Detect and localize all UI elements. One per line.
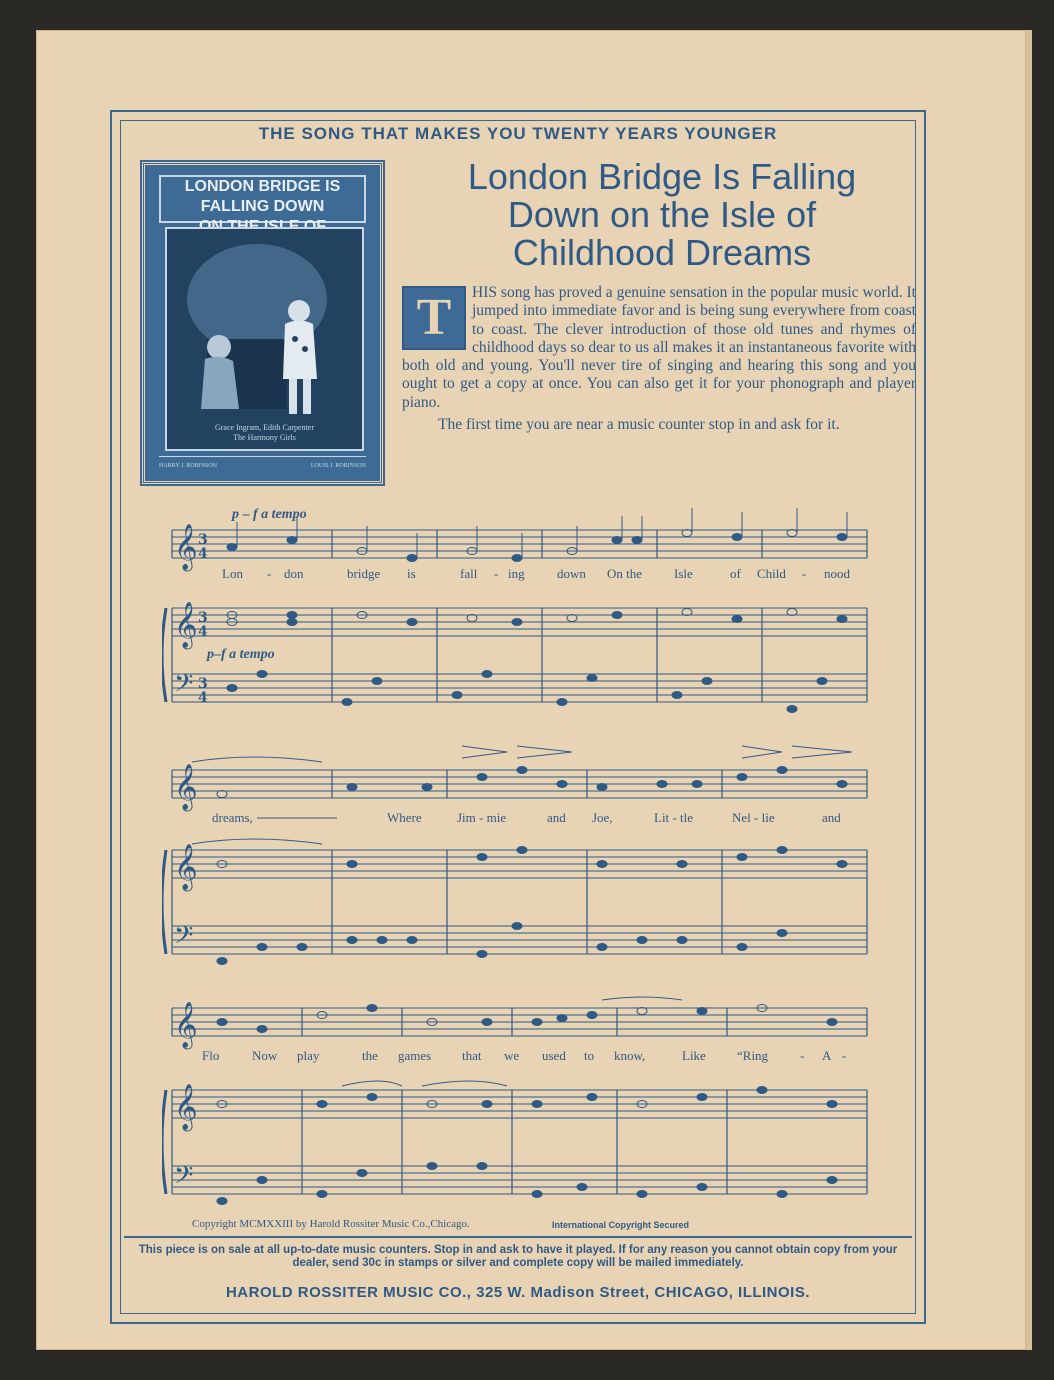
decrescendo	[517, 746, 572, 758]
staff-piano-bass-2	[172, 926, 867, 954]
time-signature: 3	[198, 610, 208, 626]
lyric: On the	[607, 566, 643, 581]
lyric: and	[547, 810, 566, 825]
staff-piano-treble-2	[172, 850, 867, 878]
time-signature: 3	[198, 532, 208, 548]
lyric: -	[802, 566, 807, 581]
staff-piano-bass-1	[172, 674, 867, 702]
lyric: Joe,	[592, 810, 613, 825]
barlines	[172, 530, 867, 1194]
lyric: that	[462, 1048, 482, 1063]
lyric: and	[822, 810, 841, 825]
lyric: Nel - lie	[732, 810, 775, 825]
international-copyright: International Copyright Secured	[552, 1220, 690, 1230]
lyric: Isle	[674, 566, 693, 581]
slur	[422, 1081, 507, 1086]
cover-credits	[159, 456, 366, 475]
lyric: -	[842, 1048, 847, 1063]
publisher-address: HAROLD ROSSITER MUSIC CO., 325 W. Madison Street, CHICAGO, ILLINOIS.	[225, 1284, 811, 1301]
lyric: down	[557, 566, 586, 581]
cover-caption-line2: The Harmony Girls	[233, 433, 296, 442]
slur	[192, 839, 322, 844]
time-signature: 4	[198, 546, 208, 562]
cover-photo	[165, 227, 364, 451]
cover-title-line1: LONDON BRIDGE IS FALLING DOWN	[184, 178, 341, 215]
song-title	[402, 158, 922, 272]
cover-credit-words: LOUIS J. ROBINSON	[310, 463, 366, 469]
lyric: know,	[614, 1048, 646, 1063]
brace-1	[162, 608, 166, 702]
headline: THE SONG THAT MAKES YOU TWENTY YEARS YOUNGER	[258, 124, 778, 143]
lyric: Where	[387, 810, 422, 825]
cover-title	[159, 175, 366, 223]
time-signature: 4	[198, 624, 208, 640]
dynamic-marking-piano: p–f a tempo	[207, 647, 275, 662]
treble-clef: 𝄞	[174, 602, 198, 648]
crescendo	[462, 746, 507, 758]
treble-clef: 𝄞	[174, 764, 198, 810]
lyric: -	[800, 1048, 805, 1063]
lyric: games	[398, 1048, 432, 1063]
description	[402, 284, 916, 434]
cover-caption	[167, 423, 362, 443]
lyric: ing	[508, 566, 525, 581]
decrescendo	[792, 746, 852, 758]
staff-piano-bass-3	[172, 1166, 867, 1194]
brace-3	[162, 1090, 166, 1194]
lyric: don	[284, 566, 304, 581]
dynamic-marking-voice: p – f a tempo	[232, 507, 307, 522]
description-paragraph-1: HIS song has proved a genuine sensation in the popular music world. It jumped into immediate favor and is being sung everywhere from coast to coast. The clever introduction of those old tunes and rhymes of childhood days so dear to us all makes it an instantaneous favorite with both old and young. You'll never tire of singing and hearing this song and you ought to get a copy at once. You can also get it for your phonograph and player piano.	[402, 284, 916, 411]
treble-clef: 𝄞	[174, 1002, 198, 1048]
lyric: is	[407, 566, 416, 581]
cover-credit-music: HARRY J. ROBINSON	[159, 463, 217, 469]
cover-image	[142, 162, 383, 484]
lyric: Flo	[202, 1048, 220, 1063]
lyric: Child	[757, 566, 786, 581]
lyric: used	[542, 1048, 566, 1063]
lyric: -	[267, 566, 272, 581]
lyric: Lit - tle	[654, 810, 693, 825]
bass-clef: 𝄢	[174, 921, 194, 956]
cover-caption-line1: Grace Ingram, Edith Carpenter	[214, 423, 315, 432]
copyright: Copyright MCMXXIII by Harold Rossiter Music Co.,Chicago.	[192, 1218, 470, 1230]
treble-clef: 𝄞	[174, 524, 198, 570]
sale-notice: This piece is on sale at all up-to-date music counters. Stop in and ask to have it played. If for any reason you cannot obtain copy from your dealer, send 30c in stamps or silver and complete copy will be mailed immediately.	[138, 1244, 898, 1269]
staff-voice-2	[172, 770, 867, 798]
song-title-line2: Down on the Isle of	[507, 194, 817, 235]
notes	[217, 508, 847, 1205]
lyric: “Ring	[737, 1048, 769, 1063]
lyric: fall	[460, 566, 478, 581]
staff-voice-1	[172, 530, 867, 558]
slur	[602, 997, 682, 1000]
treble-clef: 𝄞	[174, 844, 198, 890]
time-signature: 3	[198, 676, 208, 692]
lyric: of	[730, 566, 741, 581]
lyric: dreams,	[212, 810, 253, 825]
slur	[192, 757, 322, 762]
song-title-line1: London Bridge Is Falling	[467, 156, 857, 197]
description-paragraph-2: The first time you are near a music counter stop in and ask for it.	[438, 416, 840, 434]
bass-clef: 𝄢	[174, 1161, 194, 1196]
footer-divider	[124, 1236, 912, 1238]
song-title-line3: Childhood Dreams	[512, 232, 812, 273]
lyric: -	[494, 566, 499, 581]
page-border	[110, 110, 926, 1324]
lyric: nood	[824, 566, 850, 581]
lyric: A	[822, 1048, 832, 1063]
lyric: the	[362, 1048, 378, 1063]
performers-photo	[167, 229, 362, 449]
lyric: bridge	[347, 566, 381, 581]
lyric: Jim - mie	[457, 810, 507, 825]
treble-clef: 𝄞	[174, 1084, 198, 1130]
lyrics-line-3	[202, 1048, 846, 1063]
lyrics-line-1	[222, 566, 851, 581]
lyric: Like	[682, 1048, 706, 1063]
brace-2	[162, 850, 166, 954]
dropcap: T	[402, 286, 466, 350]
crescendo	[742, 746, 782, 758]
staff-piano-treble-3	[172, 1090, 867, 1118]
lyric: Now	[252, 1048, 278, 1063]
lyric: play	[297, 1048, 320, 1063]
staff-voice-3	[172, 1008, 867, 1036]
music-score	[162, 506, 922, 1216]
bass-clef: 𝄢	[174, 669, 194, 704]
slur	[342, 1081, 402, 1086]
time-signature: 4	[198, 690, 208, 706]
lyric: we	[504, 1048, 520, 1063]
lyric: Lon	[222, 566, 243, 581]
lyric: to	[584, 1048, 595, 1063]
sheet-music-page	[36, 30, 1032, 1350]
